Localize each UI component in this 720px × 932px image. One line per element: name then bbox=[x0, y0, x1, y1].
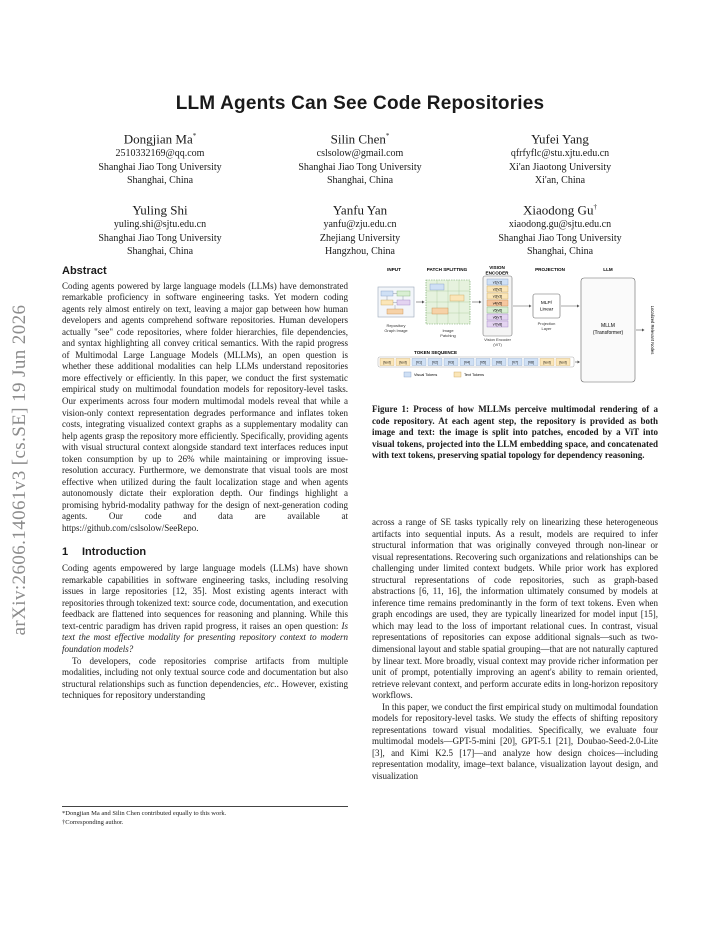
author-affiliation: Zhejiang University bbox=[319, 232, 401, 244]
abstract-heading: Abstract bbox=[62, 265, 107, 277]
vit-token-label: v1[v1] bbox=[492, 280, 503, 285]
author-location: Shanghai, China bbox=[326, 174, 394, 186]
footnote-corresponding: †Corresponding author. bbox=[62, 818, 124, 826]
token-label: [V5] bbox=[480, 360, 486, 365]
graph-node bbox=[397, 300, 410, 305]
arrowhead bbox=[422, 301, 425, 304]
legend-text-swatch bbox=[454, 372, 461, 377]
arrowhead bbox=[642, 329, 645, 332]
projection-label: Layer bbox=[541, 326, 552, 331]
vit-label: Vision Encoder bbox=[484, 337, 511, 342]
token-label: [text] bbox=[383, 360, 391, 365]
vit-token-label: v5[v6] bbox=[492, 308, 503, 313]
author-name: Silin Chen bbox=[330, 131, 386, 147]
arxiv-stamp bbox=[8, 270, 32, 670]
output-label: Localized Relevant Nodes bbox=[650, 305, 655, 355]
vit-token-label: v6[v7] bbox=[492, 315, 503, 320]
author-name: Dongjian Ma bbox=[123, 131, 193, 147]
graph-node bbox=[381, 291, 393, 296]
vit-token-label: v3[v3] bbox=[492, 294, 503, 299]
author-mark: † bbox=[593, 203, 597, 211]
author-location: Xi'an, China bbox=[534, 174, 586, 186]
author-affiliation: Xi'an Jiaotong University bbox=[508, 161, 612, 173]
graph-node bbox=[387, 309, 403, 314]
author-affiliation: Shanghai Jiao Tong University bbox=[98, 161, 222, 173]
intro-paragraph-1 bbox=[62, 563, 348, 655]
patch-label: Patching bbox=[440, 333, 456, 338]
stage-llm: LLM bbox=[603, 267, 613, 272]
stage-vision: VISION bbox=[489, 265, 505, 270]
author-location: Shanghai, China bbox=[126, 245, 194, 257]
arrowhead bbox=[578, 361, 581, 364]
input-label: Graph Image bbox=[384, 328, 408, 333]
stage-projection: PROJECTION bbox=[535, 267, 565, 272]
paper-title: LLM Agents Can See Code Repositories bbox=[175, 93, 545, 114]
token-label: [V2] bbox=[432, 360, 438, 365]
projection-box-label: MLP/ bbox=[540, 301, 553, 306]
right-paragraph-1: across a range of SE tasks typically rely on linearizing these heterogeneous artifacts into sequential inputs. As a result, models are required to infer structural information that was originally conveyed through non-linear or visual representations. Recovering such organizations and relationships can be challenging under limited context budgets. While prior work has explored structural representations of code repositories, such as graph-based abstractions [6, 11, 16], the information ultimately consumed by models at inference time remains predominantly in the form of text tokens. Even when graph encodings are used, they are typically linearized for model input [15], which may lead to the loss of important relational cues. In contrast, visual representations of repositories can expose additional signals—such as two-dimensional layout and stable spatial grouping—that are not naturally captured by linear text. More broadly, visual context may provide richer information per unit of prompt, potentially improving an agent's ability to remain oriented, retrieve relevant context, and perform accurate edits in long-horizon repository workflows. bbox=[372, 517, 658, 701]
author-email: yanfu@zju.edu.cn bbox=[323, 219, 397, 231]
author-block bbox=[260, 199, 460, 258]
legend-visual-swatch bbox=[404, 372, 411, 377]
author-block bbox=[60, 128, 260, 187]
section-heading bbox=[62, 547, 348, 559]
token-label: [V7] bbox=[512, 360, 518, 365]
author-row-2 bbox=[60, 199, 660, 258]
author-affiliation: Shanghai Jiao Tong University bbox=[498, 232, 622, 244]
token-label: [V4] bbox=[464, 360, 470, 365]
arrowhead bbox=[529, 305, 532, 308]
right-paragraph-2: In this paper, we conduct the first empirical study on multimodal foundation models for repository-level tasks. We study the effects of shifting repository representations toward visual modalities. Specifically, we evaluate four multimodal models—GPT-5-mini [20], GPT-5.1 [21], Doubao-Seed-2.0-Lite [3], and Kimi K2.5 [17]—and analyze how design choices—including representation modality, image–text balance, visualization layout design, and visualization bbox=[372, 701, 658, 782]
graph-node bbox=[381, 300, 393, 305]
footnotes bbox=[62, 806, 348, 827]
author-name: Yuling Shi bbox=[132, 202, 188, 218]
arxiv-id: arXiv:2606.14061v3 [cs.SE] 19 Jun 2026 bbox=[9, 304, 30, 636]
author-name: Yanfu Yan bbox=[332, 202, 388, 218]
author-name: Xiaodong Gu bbox=[523, 202, 594, 218]
author-block bbox=[260, 128, 460, 187]
mllm-label: MLLM bbox=[601, 323, 615, 329]
author-affiliation: Shanghai Jiao Tong University bbox=[298, 161, 422, 173]
author-email: yuling.shi@sjtu.edu.cn bbox=[113, 219, 207, 231]
intro-text: To developers, code repositories comprise artifacts from multiple modalities, including not only textual source code and documentation but also structural relationships such as function dependencies, bbox=[62, 655, 348, 689]
token-label: [V6] bbox=[496, 360, 502, 365]
author-row-1 bbox=[60, 128, 660, 187]
section-title: Introduction bbox=[82, 545, 147, 558]
figure-caption: Figure 1: Process of how MLLMs perceive multimodal rendering of a code repository. At each agent step, the repository is provided as both image and text: the image is split into patches, encoded by a ViT into visual tokens, projected into the LLM embedding space, and concatenated with text tokens, preserving spatial topology for dependency reasoning. bbox=[372, 404, 658, 461]
footnote-equal-contribution: *Dongjian Ma and Silin Chen contributed equally to this work. bbox=[62, 810, 227, 817]
vit-token-label: v7[v8] bbox=[492, 322, 503, 327]
patch-node bbox=[430, 284, 444, 290]
author-location: Shanghai, China bbox=[526, 245, 594, 257]
patch-node bbox=[450, 295, 464, 301]
vit-token-label: v2[v2] bbox=[492, 287, 503, 292]
research-question: Is text the most effective modality for presenting repository context to modern foundation models? bbox=[62, 620, 348, 654]
projection-label: Projection bbox=[537, 321, 556, 326]
token-label: [text] bbox=[543, 360, 551, 365]
token-sequence bbox=[378, 357, 574, 367]
intro-text: Coding agents empowered by large language models (LLMs) have shown remarkable capabilities in software engineering tasks, including resolving issues in large repositories [12, 35]. Most existing agents interact with repositories through tokenized text: source code, documentation, and execution feedback are flattened into sequences for reasoning and planning. While this text-centric paradigm has driven rapid progress, it raises an open question: bbox=[62, 563, 348, 631]
etc-text: etc. bbox=[263, 678, 277, 689]
author-email: cslsolow@gmail.com bbox=[316, 148, 404, 160]
author-location: Hangzhou, China bbox=[325, 245, 395, 257]
vit-token-stack bbox=[487, 279, 508, 327]
projection-box bbox=[533, 294, 560, 318]
author-affiliation: Shanghai Jiao Tong University bbox=[98, 232, 222, 244]
projection-box-label: Linear bbox=[539, 307, 554, 313]
right-column bbox=[372, 517, 658, 783]
author-location: Shanghai, China bbox=[126, 174, 194, 186]
vit-label: (ViT) bbox=[493, 342, 502, 347]
token-label: [V3] bbox=[448, 360, 454, 365]
section-number: 1 bbox=[62, 545, 69, 558]
legend-visual-label: Visual Tokens bbox=[414, 373, 438, 378]
author-block bbox=[60, 199, 260, 258]
intro-text: . However, existing techniques for repository understanding bbox=[62, 678, 348, 701]
patch-label: Image bbox=[442, 328, 454, 333]
left-column bbox=[62, 266, 348, 702]
token-sequence-title: TOKEN SEQUENCE bbox=[414, 350, 458, 355]
intro-paragraph-2 bbox=[62, 656, 348, 702]
author-mark: * bbox=[385, 132, 390, 140]
legend-text-label: Text Tokens bbox=[464, 373, 484, 378]
token-label: [V8] bbox=[528, 360, 534, 365]
stage-encoder: ENCODER bbox=[485, 270, 509, 276]
token-label: [text] bbox=[559, 360, 567, 365]
author-email: 2510332169@qq.com bbox=[115, 148, 205, 160]
arrowhead bbox=[577, 305, 580, 308]
arrowhead bbox=[479, 301, 482, 304]
author-email: xiaodong.gu@sjtu.edu.cn bbox=[508, 219, 612, 231]
token-label: [V1] bbox=[416, 360, 422, 365]
patch-node bbox=[432, 308, 448, 314]
author-block bbox=[460, 128, 660, 187]
vit-token-label: v4[v5] bbox=[492, 301, 503, 306]
author-mark: * bbox=[192, 132, 197, 140]
mllm-label: (Transformer) bbox=[592, 330, 624, 336]
author-block bbox=[460, 199, 660, 258]
stage-input: INPUT bbox=[387, 267, 401, 272]
figure-pipeline bbox=[372, 264, 658, 394]
token-label: [text] bbox=[399, 360, 407, 365]
graph-node bbox=[397, 291, 410, 296]
author-email: qfrfyflc@stu.xjtu.edu.cn bbox=[510, 148, 610, 160]
abstract-text: Coding agents powered by large language models (LLMs) have demonstrated remarkable proficiency in software engineering tasks. Yet modern coding agents rely almost entirely on text, leaving a major gap between how human developers and agents comprehend software repositories. Human developers actually "see" code repositories, where folder hierarchies, file dependencies, and syntax highlighting all convey critical semantics. With the rapid progress of Multimodal Large Language Models (MLLMs), an open question is whether these additional modalities can help LLMs understand repositories more effectively or efficiently. In this paper, we conduct the first systematic empirical study on multimodal foundation models for repository-level tasks. Our experiments across four modern multimodal models reveal that while a vision-only context representation degrades performance and inflates token costs, integrating visualized context graphs as a supplementary modality can help agents grasp the repository more efficiently. Specifically, providing agents with visual structural context alongside standard text interfaces reduces input token consumption by up to 26% while maintaining or improving issue-resolution accuracy. Furthermore, we demonstrate that visual tools are most effective when utilized during the fault localization stage and when agents autonomously dictate their exploration depth. Our findings highlight a promising hybrid-modality pathway for the design of next-generation coding agents. Our code and data are available at https://github.com/cslsolow/SeeRepo. bbox=[62, 280, 348, 534]
author-name: Yufei Yang bbox=[531, 131, 589, 147]
input-label: Repository bbox=[386, 323, 406, 328]
stage-patch-splitting: PATCH SPLITTING bbox=[426, 267, 468, 272]
